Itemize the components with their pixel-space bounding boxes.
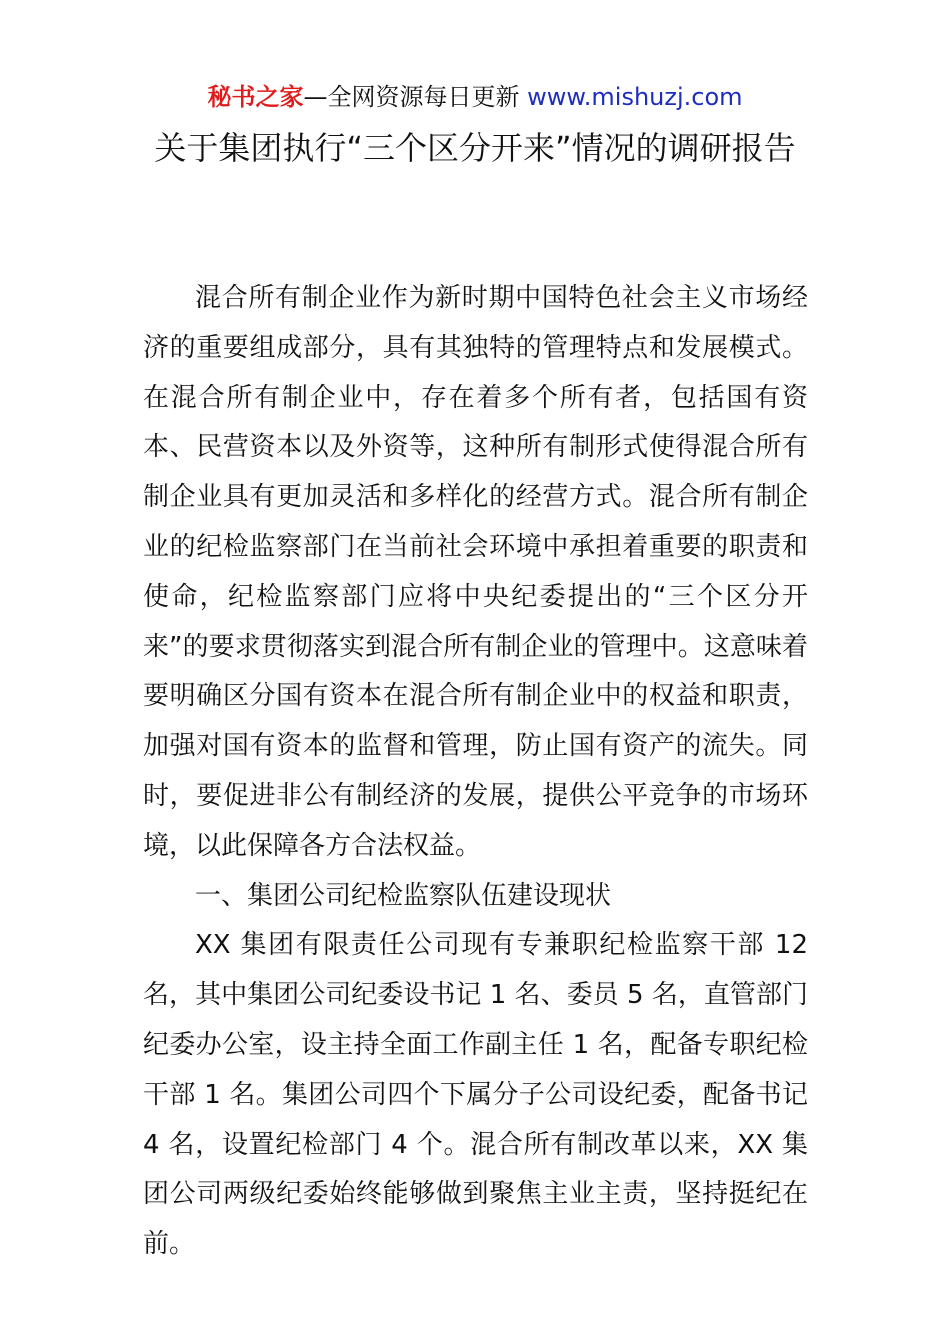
header-tagline: —全网资源每日更新 bbox=[303, 83, 528, 111]
document-body bbox=[143, 274, 808, 1270]
page-title: 关于集团执行“三个区分开来”情况的调研报告 bbox=[154, 129, 796, 167]
site-url-link[interactable]: www.mishuzj.com bbox=[527, 83, 743, 111]
site-header bbox=[0, 80, 950, 114]
brand-name: 秘书之家 bbox=[207, 83, 304, 111]
body-paragraph: XX 集团有限责任公司现有专兼职纪检监察干部 12 名，其中集团公司纪委设书记 1 名、委员 5 名，直管部门纪委办公室，设主持全面工作副主任 1 名，配备专职纪检干部 1 名。集团公司四个下属分子公司设纪委，配备书记 4 名，设置纪检部门 4 个。混合所有制改革以来，XX 集团公司两级纪委始终能够做到聚焦主业主责，坚持挺纪在前。 bbox=[143, 930, 808, 1260]
intro-paragraph: 混合所有制企业作为新时期中国特色社会主义市场经济的重要组成部分，具有其独特的管理特点和发展模式。在混合所有制企业中，存在着多个所有者，包括国有资本、民营资本以及外资等，这种所有制形式使得混合所有制企业具有更加灵活和多样化的经营方式。混合所有制企业的纪检监察部门在当前社会环境中承担着重要的职责和使命，纪检监察部门应将中央纪委提出的“三个区分开来”的要求贯彻落实到混合所有制企业的管理中。这意味着要明确区分国有资本在混合所有制企业中的权益和职责，加强对国有资本的监督和管理，防止国有资产的流失。同时，要促进非公有制经济的发展，提供公平竞争的市场环境，以此保障各方合法权益。 bbox=[143, 283, 808, 861]
section-heading: 一、集团公司纪检监察队伍建设现状 bbox=[195, 880, 612, 911]
